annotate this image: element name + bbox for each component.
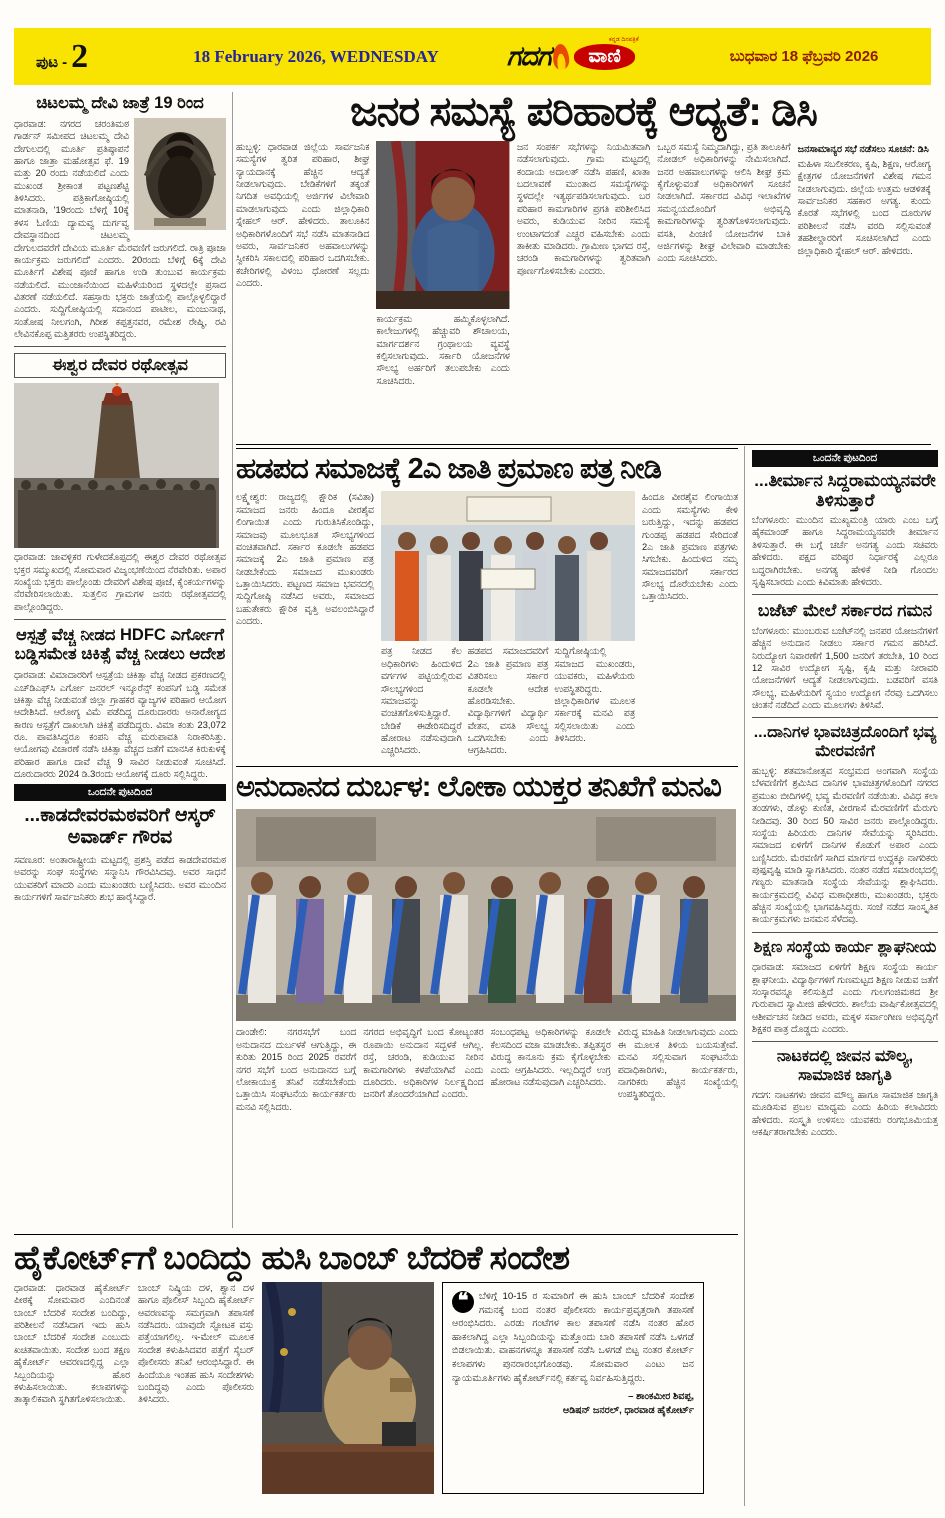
article-education [752, 939, 938, 1036]
lead-body-columns [236, 141, 931, 429]
memorandum-group-photo [381, 491, 635, 641]
quote-icon: ❝ [452, 1291, 474, 1313]
from-page-one-kicker: ಒಂದನೇ ಪುಟದಿಂದ [752, 450, 938, 467]
article-jatre-headline: ಚಿಟಲಮ್ಮ ದೇವಿ ಜಾತ್ರೆ 19 ರಿಂದ [36, 94, 204, 112]
education-body: ಧಾರವಾಡ: ಸಮಾಜದ ಏಳಿಗೆಗೆ ಶಿಕ್ಷಣ ಸಂಸ್ಥೆಯ ಕಾರ್ಯ ಶ್ಲಾಘನೀಯ. ವಿದ್ಯಾರ್ಥಿಗಳಿಗೆ ಗುಣಮಟ್ಟದ ಶಿಕ್ಷಣ ನೀಡುವ ಜತೆಗೆ ಸಂಸ್ಕಾರವನ್ನೂ ಕಲಿಸುತ್ತಿದೆ ಎಂದು ಗುಲಗಂಜಿಮಠದ ಶ್ರೀ ಗುರುಪಾದ ಸ್ವಾಮೀಜಿ ಹೇಳಿದರು. ಶಾಲೆಯ ವಾರ್ಷಿಕೋತ್ಸವದಲ್ಲಿ ಆಶೀರ್ವಚನ ನೀಡಿದ ಅವರು, ಮಕ್ಕಳ ಸರ್ವಾಂಗೀಣ ಅಭಿವೃದ್ಧಿಗೆ ಶಿಕ್ಷಕರ ಪಾತ್ರ ದೊಡ್ಡದು ಎಂದರು. [752, 962, 938, 1034]
flame-icon [553, 43, 571, 70]
procession-body: ಹುಬ್ಬಳ್ಳಿ: ಶತಮಾನೋತ್ಸವ ಸಂಭ್ರಮದ ಅಂಗವಾಗಿ ಸಂಸ್ಥೆಯ ಬೆಳವಣಿಗೆಗೆ ಶ್ರಮಿಸಿದ ದಾನಿಗಳ ಭಾವಚಿತ್ರಗಳೊಂದಿಗೆ ನಗರದ ಪ್ರಮುಖ ಬೀದಿಗಳಲ್ಲಿ ಭವ್ಯ ಮೆರವಣಿಗೆ ನಡೆಯಿತು. ವಿವಿಧ ಕಲಾ ತಂಡಗಳು, ಡೊಳ್ಳು ಕುಣಿತ, ವೀರಗಾಸೆ ಮೆರವಣಿಗೆಗೆ ಮೆರುಗು ನೀಡಿದವು. 30 ರಿಂದ 50 ಸಾವಿರ ಜನರು ಪಾಲ್ಗೊಂಡಿದ್ದರು. ಸಂಸ್ಥೆಯ ಹಿರಿಯರು ದಾನಿಗಳ ಸೇವೆಯನ್ನು ಸ್ಮರಿಸಿದರು. ಸಮಾಜದ ಏಳಿಗೆಗೆ ದಾನಿಗಳ ಕೊಡುಗೆ ಅಪಾರ ಎಂದು ಬಣ್ಣಿಸಿದರು. ಮೆರವಣಿಗೆ ಸಾಗಿದ ಮಾರ್ಗದ ಉದ್ದಕ್ಕೂ ನಾಗರಿಕರು ಪುಷ್ಪವೃಷ್ಟಿ ಮಾಡಿ ಸ್ವಾಗತಿಸಿದರು. ನಂತರ ನಡೆದ ಸಮಾರಂಭದಲ್ಲಿ ಗಣ್ಯರು ಮಾತನಾಡಿ ಸಂಸ್ಥೆಯ ಸೇವೆಯನ್ನು ಶ್ಲಾಘಿಸಿದರು. ಕಾರ್ಯಕ್ರಮದಲ್ಲಿ ವಿವಿಧ ಮಠಾಧೀಶರು, ಮುಖಂಡರು, ಭಕ್ತರು ಹೆಚ್ಚಿನ ಸಂಖ್ಯೆಯಲ್ಲಿ ಭಾಗವಹಿಸಿದ್ದರು. ಸಂಜೆ ನಡೆದ ಸಾಂಸ್ಕೃತಿಕ ಕಾರ್ಯಕ್ರಮಗಳು ಜನಮನ ಸೆಳೆದವು. [752, 766, 938, 925]
hadapada-below-2: ಹಡಪದ ಸಮಾಜದವರಿಗೆ 2ಎ ಜಾತಿ ಪ್ರಮಾಣ ಪತ್ರ ವಿತರಿಸಲು ಸರ್ಕಾರ ಕೂಡಲೇ ಆದೇಶ ಹೊರಡಿಸಬೇಕು. ವಿದ್ಯಾರ್ಥಿಗಳಿಗೆ ವಿದ್ಯಾರ್ಥಿ ವೇತನ, ವಸತಿ ಸೌಲಭ್ಯ ಒದಗಿಸಬೇಕು ಎಂದು ಆಗ್ರಹಿಸಿದರು. [467, 646, 549, 756]
lead-col-2-text: ಕಾರ್ಯಕ್ರಮ ಹಮ್ಮಿಕೊಳ್ಳಲಾಗಿದೆ. ಕಾಲೇಜುಗಳಲ್ಲಿ ಹೆಚ್ಚುವರಿ ಶೌಚಾಲಯ, ಮಾರ್ಗದರ್ಶನ ಗ್ರಂಥಾಲಯ ವ್ಯವಸ್ಥೆ ಕಲ್ಪಿಸಲಾಗುವುದು. ಸರ್ಕಾರಿ ಯೋಜನೆಗಳ ಸೌಲಭ್ಯ ಅರ್ಹರಿಗೆ ತಲುಪಬೇಕು ಎಂದು ಸೂಚಿಸಿದರು. [376, 314, 510, 386]
bomb-col-2: ಬಾಂಬ್ ನಿಷ್ಕ್ರಿಯ ದಳ, ಶ್ವಾನ ದಳ ಹಾಗೂ ಪೊಲೀಸ್ ಸಿಬ್ಬಂದಿ ಹೈಕೋರ್ಟ್ ಆವರಣವನ್ನು ಸಮಗ್ರವಾಗಿ ತಪಾಸಣೆ ನಡೆಸಿದರು. ಯಾವುದೇ ಸ್ಫೋಟಕ ವಸ್ತು ಪತ್ತೆಯಾಗಲಿಲ್ಲ. ಇ-ಮೇಲ್ ಮೂಲಕ ಸಂದೇಶ ಕಳುಹಿಸಿದವರ ಪತ್ತೆಗೆ ಸೈಬರ್ ಪೊಲೀಸರು ತನಿಖೆ ಆರಂಭಿಸಿದ್ದಾರೆ. ಈ ಹಿಂದೆಯೂ ಇಂತಹ ಹುಸಿ ಸಂದೇಶಗಳು ಬಂದಿದ್ದವು ಎಂದು ಪೊಲೀಸರು ತಿಳಿಸಿದರು. [138, 1283, 254, 1405]
from-page-one-kicker: ಒಂದನೇ ಪುಟದಿಂದ [14, 784, 226, 801]
article-jatre [14, 94, 226, 340]
divider [752, 717, 938, 718]
article-bomb-threat [14, 1234, 738, 1511]
hadapada-headline: ಹಡಪದ ಸಮಾಜಕ್ಕೆ 2ಎ ಜಾತಿ ಪ್ರಮಾಣ ಪತ್ರ ನೀಡಿ [236, 453, 661, 485]
article-hdfc-headline: ಆಸ್ಪತ್ರೆ ವೆಚ್ಚ ನೀಡದ HDFC ಎರ್ಗೋಗೆ ಬಡ್ಡಿಸಮೇತ ಚಿಕಿತ್ಸೆ ವೆಚ್ಚ ನೀಡಲು ಆದೇಶ [14, 626, 226, 664]
left-column [14, 92, 233, 1228]
page-number-block [36, 38, 88, 76]
drama-body: ಗದಗ: ನಾಟಕಗಳು ಜೀವನ ಮೌಲ್ಯ ಹಾಗೂ ಸಾಮಾಜಿಕ ಜಾಗೃತಿ ಮೂಡಿಸುವ ಪ್ರಬಲ ಮಾಧ್ಯಮ ಎಂದು ಹಿರಿಯ ಕಲಾವಿದರು ಹೇಳಿದರು. ಸಂಸ್ಕೃತಿ ಉಳಿಸಲು ಯುವಕರು ರಂಗಭೂಮಿಯತ್ತ ಆಕರ್ಷಿತರಾಗಬೇಕು ಎಂದರು. [752, 1090, 938, 1138]
article-hdfc [14, 626, 226, 780]
logo-word-2: ವಾಣಿ [574, 44, 634, 70]
police-officer-photo [262, 1282, 434, 1494]
article-hadapada [236, 448, 738, 766]
hadapada-col-right: ಹಿಂದೂ ವೀರಶೈವ ಲಿಂಗಾಯಿತ ಎಂದು ಸಮಸ್ಯೆಗಳು ಕೇಳಿ ಬರುತ್ತಿದ್ದು, ಇದನ್ನು ಹಡಪದ ಗುಂಡಪ್ಪ ಹಡಪದ ಸೇರಿದಂತೆ 2ಎ ಜಾತಿ ಪ್ರಮಾಣ ಪತ್ರಗಳು ಸಿಗಬೇಕು. ಹಿಂದುಳಿದ ನಮ್ಮ ಸಮಾಜದವರಿಗೆ ಸರ್ಕಾರದ ಸೌಲಭ್ಯ ದೊರೆಯಬೇಕು ಎಂದು ಒತ್ತಾಯಿಸಿದರು. [642, 492, 738, 602]
divider [752, 1041, 938, 1042]
pull-quote-text: ಬೆಳಿಗ್ಗೆ 10-15 ರ ಸುಮಾರಿಗೆ ಈ ಹುಸಿ ಬಾಂಬ್ ಬೆದರಿಕೆ ಸಂದೇಶ ಗಮನಕ್ಕೆ ಬಂದ ನಂತರ ಪೊಲೀಸರು ಕಾರ್ಯಪ್ರವೃತ್ತರಾಗಿ ತಪಾಸಣೆ ಆರಂಭಿಸಿದರು. ಎರಡು ಗಂಟೆಗಳ ಕಾಲ ತಪಾಸಣೆ ನಡೆಸಿ ನಂತರ ಹೊರ ಹಾಕಲಾಗಿದ್ದ ಎಲ್ಲಾ ಸಿಬ್ಬಂದಿಯನ್ನು ಮತ್ತೊಂದು ಬಾರಿ ತಪಾಸಣೆ ನಡೆಸಿ ಒಳಗಡೆ ಬಿಡಲಾಯಿತು. ವಾಹನಗಳನ್ನೂ ತಪಾಸಣೆ ನಡೆಸಿ ಒಳಗಡೆ ಬಿಟ್ಟ ನಂತರ ಕೋರ್ಟ್ ಕಲಾಪಗಳು ಪುನರಾರಂಭಗೊಂಡವು. ಸೋಮವಾರ ಎಂಟು ಜನ ನ್ಯಾಯಮೂರ್ತಿಗಳು ಹೈಕೋರ್ಟ್‌ನಲ್ಲಿ ಕರ್ತವ್ಯ ನಿರ್ವಹಿಸುತ್ತಿದ್ದರು. [452, 1291, 694, 1384]
divider [14, 346, 226, 347]
lokayukta-columns [236, 1026, 738, 1113]
lead-col-3: ಜನ ಸಂಪರ್ಕ ಸಭೆಗಳನ್ನು ನಿಯಮಿತವಾಗಿ ನಡೆಸಲಾಗುವುದು. ಗ್ರಾಮ ಮಟ್ಟದಲ್ಲಿ ಕಂದಾಯ ಅದಾಲತ್ ನಡೆಸಿ ಪಹಣಿ, ಖಾತಾ ಬದಲಾವಣೆ ಮುಂತಾದ ಸಮಸ್ಯೆಗಳನ್ನು ಸ್ಥಳದಲ್ಲೇ ಇತ್ಯರ್ಥಪಡಿಸಲಾಗುವುದು. ಬರ ಪರಿಹಾರ ಕಾಮಗಾರಿಗಳ ಪ್ರಗತಿ ಪರಿಶೀಲಿಸಿದ ಅವರು, ಕುಡಿಯುವ ನೀರಿನ ಸಮಸ್ಯೆ ಉಂಟಾಗದಂತೆ ಎಚ್ಚರ ವಹಿಸಬೇಕು ಎಂದು ತಾಕೀತು ಮಾಡಿದರು. ಗ್ರಾಮೀಣ ಭಾಗದ ರಸ್ತೆ, ಚರಂಡಿ ಕಾಮಗಾರಿಗಳನ್ನು ತ್ವರಿತವಾಗಿ ಪೂರ್ಣಗೊಳಿಸಬೇಕು ಎಂದರು. [516, 142, 651, 276]
lokayukta-col-2: ನಗರದ ಅಭಿವೃದ್ಧಿಗೆ ಬಂದ ಕೋಟ್ಯಂತರ ರೂಪಾಯಿ ಅನುದಾನ ಸದ್ಬಳಕೆ ಆಗಿಲ್ಲ. ರಸ್ತೆ, ಚರಂಡಿ, ಕುಡಿಯುವ ನೀರಿನ ಕಾಮಗಾರಿಗಳು ಕಳಪೆಯಾಗಿವೆ ಎಂದು ದೂರಿದರು. ಅಧಿಕಾರಿಗಳ ನಿರ್ಲಕ್ಷ್ಯದಿಂದ ಜನರಿಗೆ ತೊಂದರೆಯಾಗಿದೆ ಎಂದರು. [363, 1027, 484, 1100]
hadapada-col-left: ಲಕ್ಷ್ಮೇಶ್ವರ: ರಾಜ್ಯದಲ್ಲಿ ಕ್ಷೌರಿಕ (ಸವಿತಾ) ಸಮಾಜದ ಜನರು ಹಿಂದೂ ವೀರಶೈವ ಲಿಂಗಾಯಿತ ಎಂದು ಗುರುತಿಸಿಕೊಂಡಿದ್ದು, ಸಮಾಜವು ಮೂಲಭೂತ ಸೌಲಭ್ಯಗಳಿಂದ ವಂಚಿತವಾಗಿದೆ. ಸರ್ಕಾರ ಕೂಡಲೇ ಹಡಪದ ಸಮಾಜಕ್ಕೆ 2ಎ ಜಾತಿ ಪ್ರಮಾಣ ಪತ್ರ ನೀಡಬೇಕೆಂದು ಸಮಾಜದ ಮುಖಂಡರು ಒತ್ತಾಯಿಸಿದರು. ಪಟ್ಟಣದ ಸಮಾಜ ಭವನದಲ್ಲಿ ಸುದ್ದಿಗೋಷ್ಠಿ ನಡೆಸಿದ ಅವರು, ಸಮಾಜದ ಬಹುತೇಕರು ಕ್ಷೌರಿಕ ವೃತ್ತಿ ಅವಲಂಬಿಸಿದ್ದಾರೆ ಎಂದರು. [236, 492, 374, 627]
pull-quote-box [442, 1282, 704, 1494]
article-drama [752, 1048, 938, 1138]
bomb-threat-body [14, 1282, 738, 1494]
hadapada-body [236, 491, 738, 756]
hadapada-below-3: ಸುದ್ದಿಗೋಷ್ಠಿಯಲ್ಲಿ ಸಮಾಜದ ಮುಖಂಡರು, ಯುವಕರು, ಮಹಿಳೆಯರು ಉಪಸ್ಥಿತರಿದ್ದರು. ಜಿಲ್ಲಾಧಿಕಾರಿಗಳ ಮೂಲಕ ಸರ್ಕಾರಕ್ಕೆ ಮನವಿ ಪತ್ರ ಸಲ್ಲಿಸಲಾಯಿತು ಎಂದು ತಿಳಿಸಿದರು. [554, 646, 636, 743]
lead-subhead: ಜನಸಾಮಾನ್ಯರ ಸಭೆ ನಡೆಸಲು ಸೂಚನೆ: ಡಿಸಿ [797, 144, 929, 156]
bomb-col-1: ಧಾರವಾಡ: ಧಾರವಾಡ ಹೈಕೋರ್ಟ್ ಪೀಠಕ್ಕೆ ಸೋಮವಾರ ಎಂದಿನಂತೆ ಬಾಂಬ್ ಬೆದರಿಕೆ ಸಂದೇಶ ಬಂದಿದ್ದು, ಪರಿಶೀಲನೆ ನಡೆಸಿದಾಗ ಇದು ಹುಸಿ ಬಾಂಬ್ ಬೆದರಿಕೆ ಸಂದೇಶ ಎಂಬುದು ಖಚಿತವಾಯಿತು. ಸಂದೇಶ ಬಂದ ತಕ್ಷಣ ಹೈಕೋರ್ಟ್ ಆವರಣದಲ್ಲಿದ್ದ ಎಲ್ಲಾ ಸಿಬ್ಬಂದಿಯನ್ನು ಹೊರ ಕಳುಹಿಸಲಾಯಿತು. ಕಲಾಪಗಳನ್ನು ತಾತ್ಕಾಲಿಕವಾಗಿ ಸ್ಥಗಿತಗೊಳಿಸಲಾಯಿತು. [14, 1283, 130, 1405]
lokayukta-headline: ಅನುದಾನದ ದುರ್ಬಳ: ಲೋಕಾ ಯುಕ್ತರ ತನಿಖೆಗೆ ಮನವಿ [236, 771, 721, 803]
quote-author: – ಶಾಂಕಮೀರ ಶಿವಪ್ಪ, [628, 1391, 694, 1403]
article-rathotsava-body: ಧಾರವಾಡ: ಜಾವಳ್ಳಿಕರ ಗುಳೇದಕೊಪ್ಪದಲ್ಲಿ ಈಶ್ವರ ದೇವರ ರಥೋತ್ಸವ ಭಕ್ತರ ಸಮ್ಮುಖದಲ್ಲಿ ಸೋಮವಾರ ವಿಜೃಂಭಣೆಯಿಂದ ನೆರವೇರಿತು. ಅಪಾರ ಸಂಖ್ಯೆಯ ಭಕ್ತರು ಪಾಲ್ಗೊಂಡು ದೇವರಿಗೆ ವಿಶೇಷ ಪೂಜೆ, ಕೈಂಕರ್ಯಗಳನ್ನು ನೆರವೇರಿಸಲಾಯಿತು. ಸುತ್ತಲಿನ ಗ್ರಾಮಗಳ ಜನರು ರಥೋತ್ಸವದಲ್ಲಿ ಪಾಲ್ಗೊಂಡಿದ್ದರು. [14, 552, 226, 612]
hadapada-center [381, 491, 635, 756]
budget-headline: ಬಜೆಟ್ ಮೇಲೆ ಸರ್ಕಾರದ ಗಮನ [757, 601, 933, 621]
lokayukta-col-1: ದಾಂಡೇಲಿ: ನಗರಸಭೆಗೆ ಬಂದ ಅನುದಾನದ ದುರ್ಬಳಕೆ ಆಗುತ್ತಿದ್ದು, ಈ ಕುರಿತು 2015 ರಿಂದ 2025 ರವರೆಗೆ ನಗರ ಸಭೆಗೆ ಬಂದ ಅನುದಾನದ ಬಗ್ಗೆ ಲೋಕಾಯುಕ್ತ ತನಿಖೆ ನಡೆಸಬೇಕೆಂದು ಒತ್ತಾಯಿಸಿ ಸಂಘಟನೆಯ ಕಾರ್ಯಕರ್ತರು ಮನವಿ ಸಲ್ಲಿಸಿದರು. [236, 1027, 357, 1112]
date-english: 18 February 2026, WEDNESDAY [193, 46, 439, 66]
article-rathotsava [14, 353, 226, 613]
masthead-bar [14, 28, 931, 85]
decision-headline: ...ತೀರ್ಮಾನ ಸಿದ್ದರಾಮಯ್ಯನವರೇ ತಿಳಿಸುತ್ತಾರೆ [754, 471, 936, 510]
article-decision [752, 450, 938, 588]
article-oscar-body: ಸವಣೂರ: ಅಂತಾರಾಷ್ಟ್ರೀಯ ಮಟ್ಟದಲ್ಲಿ ಪ್ರಶಸ್ತಿ ಪಡೆದ ಕಾಡದೇವರಮಠ ಅವರನ್ನು ಸಂಘ ಸಂಸ್ಥೆಗಳು ಸನ್ಮಾನಿಸಿ ಗೌರವಿಸಿದವು. ಅವರ ಸಾಧನೆ ಯುವಕರಿಗೆ ಮಾದರಿ ಎಂದು ಮುಖಂಡರು ಬಣ್ಣಿಸಿದರು. ಅವರ ಮುಂದಿನ ಕಾರ್ಯಗಳಿಗೆ ಸಾರ್ವಜನಿಕರು ಶುಭ ಹಾರೈಸಿದ್ದಾರೆ. [14, 855, 226, 903]
quote-author-role: ಆಡಿಷನ್ ಜನರಲ್, ಧಾರವಾಡ ಹೈಕೋರ್ಟ್ [562, 1404, 694, 1416]
article-oscar-headline: ...ಕಾಡದೇವರಮಠವರಿಗೆ ಆಸ್ಕರ್ ಅವಾರ್ಡ್ ಗೌರವ [24, 805, 216, 849]
lead-col-5-text: ಮಹಿಳಾ ಸಬಲೀಕರಣ, ಕೃಷಿ, ಶಿಕ್ಷಣ, ಆರೋಗ್ಯ ಕ್ಷೇತ್ರಗಳ ಯೋಜನೆಗಳಿಗೆ ವಿಶೇಷ ಗಮನ ನೀಡಲಾಗುವುದು. ಜಿಲ್ಲೆಯ ಉತ್ತಮ ಆಡಳಿತಕ್ಕೆ ಸಾರ್ವಜನಿಕರ ಸಹಕಾರ ಅಗತ್ಯ. ಕುಂದು ಕೊರತೆ ಸಭೆಗಳಲ್ಲಿ ಬಂದ ದೂರುಗಳ ಪರಿಶೀಲನೆ ನಡೆಸಿ ವರದಿ ಸಲ್ಲಿಸುವಂತೆ ತಹಶೀಲ್ದಾರರಿಗೆ ಸೂಚಿಸಲಾಗಿದೆ ಎಂದು ಜಿಲ್ಲಾಧಿಕಾರಿ ಸ್ನೇಹಲ್ ಆರ್. ಹೇಳಿದರು. [797, 159, 931, 256]
budget-body: ಬೆಂಗಳೂರು: ಮುಂಬರುವ ಬಜೆಟ್‌ನಲ್ಲಿ ಜನಪರ ಯೋಜನೆಗಳಿಗೆ ಹೆಚ್ಚಿನ ಅನುದಾನ ನೀಡಲು ಸರ್ಕಾರ ಗಮನ ಹರಿಸಿದೆ. ನಿರುದ್ಯೋಗ ನಿವಾರಣೆಗೆ 1,500 ಜನರಿಗೆ ತರಬೇತಿ, 10 ರಿಂದ 12 ಸಾವಿರ ಉದ್ಯೋಗ ಸೃಷ್ಟಿ, ಕೃಷಿ ಮತ್ತು ನೀರಾವರಿ ಯೋಜನೆಗಳಿಗೆ ಆದ್ಯತೆ ನೀಡಲಾಗುವುದು. ಬಡವರಿಗೆ ವಸತಿ ಸೌಲಭ್ಯ, ಮಹಿಳೆಯರಿಗೆ ಸ್ವಯಂ ಉದ್ಯೋಗ ನೆರವು ಒದಗಿಸಲು ಚಿಂತನೆ ನಡೆದಿದೆ ಎಂದು ಮೂಲಗಳು ತಿಳಿಸಿವೆ. [752, 625, 938, 710]
divider [752, 932, 938, 933]
deity-statue-photo [134, 118, 226, 230]
article-rathotsava-headline: ಈಶ್ವರ ದೇವರ ರಥೋತ್ಸವ [14, 353, 226, 378]
lead-headline: ಜನರ ಸಮಸ್ಯೆ ಪರಿಹಾರಕ್ಕೆ ಆದ್ಯತೆ: ಡಿಸಿ [350, 90, 817, 134]
divider [752, 594, 938, 595]
lead-col-5 [798, 141, 931, 429]
article-hdfc-body: ಧಾರವಾಡ: ವಿಮಾದಾರರಿಗೆ ಆಸ್ಪತ್ರೆಯ ಚಿಕಿತ್ಸಾ ವೆಚ್ಚ ನೀಡದ ಪ್ರಕರಣದಲ್ಲಿ ಎಚ್‌ಡಿಎಫ್‌ಸಿ ಎರ್ಗೋ ಜನರಲ್ ಇನ್ಶೂರೆನ್ಸ್ ಕಂಪನಿಗೆ ಬಡ್ಡಿ ಸಮೇತ ಚಿಕಿತ್ಸಾ ವೆಚ್ಚ ನೀಡುವಂತೆ ಜಿಲ್ಲಾ ಗ್ರಾಹಕರ ವ್ಯಾಜ್ಯಗಳ ಪರಿಹಾರ ಆಯೋಗ ಆದೇಶಿಸಿದೆ. ಆರೋಗ್ಯ ವಿಮೆ ಪಡೆದಿದ್ದ ದೂರುದಾರರು ಅನಾರೋಗ್ಯದ ಕಾರಣ ಆಸ್ಪತ್ರೆಗೆ ದಾಖಲಾಗಿ ಚಿಕಿತ್ಸೆ ಪಡೆದಿದ್ದರು. ವಿಮಾ ಕಂತು 23,072 ರೂ. ಪಾವತಿಸಿದ್ದರೂ ಕಂಪನಿ ವೆಚ್ಚ ಮರುಪಾವತಿ ನಿರಾಕರಿಸಿತ್ತು. ಆಯೋಗವು ವಿಚಾರಣೆ ನಡೆಸಿ ಚಿಕಿತ್ಸಾ ವೆಚ್ಚದ ಜತೆಗೆ ಮಾನಸಿಕ ಕಿರುಕುಳಕ್ಕೆ ಪರಿಹಾರ ಹಾಗೂ ದಾವೆ ವೆಚ್ಚ 9 ಸಾವಿರ ನೀಡುವಂತೆ ಸೂಚಿಸಿದೆ. ದೂರುದಾರರು 2024 ಡಿ.3ರಂದು ಆಯೋಗಕ್ಕೆ ದೂರು ಸಲ್ಲಿಸಿದ್ದರು. [14, 670, 226, 780]
drama-headline: ನಾಟಕದಲ್ಲಿ ಜೀವನ ಮೌಲ್ಯ, ಸಾಮಾಜಿಕ ಜಾಗೃತಿ [776, 1048, 914, 1084]
education-headline: ಶಿಕ್ಷಣ ಸಂಸ್ಥೆಯ ಕಾರ್ಯ ಶ್ಲಾಘನೀಯ [753, 938, 937, 956]
lead-article [236, 90, 931, 445]
decision-body: ಬೆಂಗಳೂರು: ಮುಂದಿನ ಮುಖ್ಯಮಂತ್ರಿ ಯಾರು ಎಂಬ ಬಗ್ಗೆ ಹೈಕಮಾಂಡ್ ಹಾಗೂ ಸಿದ್ದರಾಮಯ್ಯನವರೇ ತೀರ್ಮಾನ ತಿಳಿಸುತ್ತಾರೆ. ಈ ಬಗ್ಗೆ ಚರ್ಚೆ ಅನಗತ್ಯ ಎಂದು ಸಚಿವರು ಹೇಳಿದರು. ಪಕ್ಷದ ವರಿಷ್ಠರ ನಿರ್ಧಾರಕ್ಕೆ ಎಲ್ಲರೂ ಬದ್ಧರಾಗಿರಬೇಕು. ಅನಗತ್ಯ ಹೇಳಿಕೆ ನೀಡಿ ಗೊಂದಲ ಸೃಷ್ಟಿಸಬಾರದು ಎಂದು ಕಿವಿಮಾತು ಹೇಳಿದರು. [752, 515, 938, 587]
lead-col-2 [376, 141, 509, 429]
lokayukta-col-4: ವಿರುದ್ಧ ಮಾಹಿತಿ ನೀಡಲಾಗುವುದು ಎಂದು ಈ ಮೂಲಕ ತಿಳಿಯ ಬಯಸುತ್ತೇವೆ. ಮನವಿ ಸಲ್ಲಿಸುವಾಗ ಸಂಘಟನೆಯ ಪದಾಧಿಕಾರಿಗಳು, ಕಾರ್ಯಕರ್ತರು, ನಾಗರಿಕರು ಹೆಚ್ಚಿನ ಸಂಖ್ಯೆಯಲ್ಲಿ ಉಪಸ್ಥಿತರಿದ್ದರು. [617, 1027, 738, 1100]
procession-headline: ...ದಾನಿಗಳ ಭಾವಚಿತ್ರದೊಂದಿಗೆ ಭವ್ಯ ಮೇರವಣಿಗೆ [753, 724, 937, 760]
page-label: ಪುಟ - [36, 53, 68, 71]
article-lokayukta [236, 766, 738, 1232]
logo-word-1: ಗದಗ [506, 40, 551, 71]
article-jatre-body: ಧಾರವಾಡ: ನಗರದ ಚರಂತಿಮಠ ಗಾರ್ಡನ್ ಸಮೀಪದ ಚಿಟಲಮ್ಮ ದೇವಿ ದೇಗುಲದಲ್ಲಿ ಮೂರ್ತಿ ಪ್ರತಿಷ್ಠಾಪನೆ ಹಾಗೂ ಜಾತ್ರಾ ಮಹೋತ್ಸವ ಫೆ. 19 ಮತ್ತು 20 ರಂದು ನಡೆಯಲಿದೆ ಎಂದು ಮುಖಂಡ ಶ್ರೀಕಾಂತ ಪಟ್ಟಣಶೆಟ್ಟಿ ತಿಳಿಸಿದರು. ಪತ್ರಿಕಾಗೋಷ್ಠಿಯಲ್ಲಿ ಮಾತನಾಡಿ, '19ರಂದು ಬೆಳಿಗ್ಗೆ 10ಕ್ಕೆ ಕಳಸ ಓಣಿಯ ದ್ಯಾಮವ್ವ ದುರ್ಗವ್ವ ದೇವಸ್ಥಾನದಿಂದ ಚಿಟಲಮ್ಮ ದೇಗುಲದವರೆಗೆ ದೇವಿಯ ಮೂರ್ತಿ ಮೆರವಣಿಗೆ ಜರುಗಲಿದೆ. ರಾತ್ರಿ ಪೂಜಾ ಕಾರ್ಯಕ್ರಮ ಜರುಗಲಿದೆ' ಎಂದರು. 20ರಂದು ಬೆಳಿಗ್ಗೆ 6ಕ್ಕೆ ದೇವಿ ಮೂರ್ತಿಗೆ ವಿಶೇಷ ಪೂಜೆ ಹಾಗೂ ಉಡಿ ತುಂಬುವ ಕಾರ್ಯಕ್ರಮ ನಡೆಯಲಿದೆ. ಮುಂಜಾನೆಯಿಂದ ಮಹಿಳೆಯರಿಂದ ಸ್ಥಳದಲ್ಲೇ ಪ್ರಸಾದ ವಿತರಣೆ ನಡೆಯಲಿದೆ. ಸಹಸ್ರಾರು ಭಕ್ತರು ಜಾತ್ರೆಯಲ್ಲಿ ಪಾಲ್ಗೊಳ್ಳಲಿದ್ದಾರೆ ಎಂದರು. ಸುದ್ದಿಗೋಷ್ಠಿಯಲ್ಲಿ ಸದಾನಂದ ಪಾಟೀಲ, ಮಂಜುನಾಥ, ಸಂತೋಷ ನೀಲಗಂಗಿ, ಗಿರೀಶ ಕಪ್ಪತ್ತನವರ, ರಮೇಶ ರೇಷ್ಮಿ, ರವಿ ಲೇವಿನಕೊಪ್ಪ ಮತ್ತಿತರರು ಉಪಸ್ಥಿತರಿದ್ದರು. [14, 118, 226, 340]
newspaper-logo [506, 36, 639, 73]
hadapada-below-columns [381, 645, 635, 756]
lokayukta-col-3: ಸಂಬಂಧಪಟ್ಟ ಅಧಿಕಾರಿಗಳನ್ನು ಕೂಡಲೇ ಕೆಲಸದಿಂದ ವಜಾ ಮಾಡಬೇಕು. ತಪ್ಪಿತಸ್ಥರ ವಿರುದ್ಧ ಕಾನೂನು ಕ್ರಮ ಕೈಗೊಳ್ಳಬೇಕು ಎಂದು ಆಗ್ರಹಿಸಿದರು. ಇಲ್ಲದಿದ್ದರೆ ಉಗ್ರ ಹೋರಾಟ ನಡೆಸುವುದಾಗಿ ಎಚ್ಚರಿಸಿದರು. [490, 1027, 611, 1087]
chariot-crowd-photo [14, 383, 219, 548]
lead-col-4: ಒಬ್ಬರ ಸಮಸ್ಯೆ ನಿಮ್ಮದಾಗಿದ್ದು, ಪ್ರತಿ ತಾಲೂಕಿಗೆ ನೋಡಲ್ ಅಧಿಕಾರಿಗಳನ್ನು ನೇಮಿಸಲಾಗಿದೆ. ಜನರ ಅಹವಾಲುಗಳನ್ನು ಆಲಿಸಿ ಶೀಘ್ರ ಕ್ರಮ ಕೈಗೊಳ್ಳುವಂತೆ ಅಧಿಕಾರಿಗಳಿಗೆ ಸೂಚನೆ ನೀಡಲಾಗಿದೆ. ಸರ್ಕಾರದ ವಿವಿಧ ಇಲಾಖೆಗಳ ಸಮನ್ವಯದೊಂದಿಗೆ ಅಭಿವೃದ್ಧಿ ಕಾಮಗಾರಿಗಳನ್ನು ತ್ವರಿತಗೊಳಿಸಲಾಗುವುದು. ವಸತಿ, ಪಿಂಚಣಿ ಯೋಜನೆಗಳ ಬಾಕಿ ಅರ್ಜಿಗಳನ್ನು ಶೀಘ್ರ ವಿಲೇವಾರಿ ಮಾಡಬೇಕು ಎಂದು ಸೂಚಿಸಿದರು. [657, 142, 791, 264]
divider [14, 619, 226, 620]
protest-group-photo [236, 809, 736, 1021]
hadapada-below-1: ಪತ್ರ ನೀಡದ ಕೆಲ ಅಧಿಕಾರಿಗಳು ಹಿಂದುಳಿದ ವರ್ಗಗಳ ಪಟ್ಟಿಯಲ್ಲಿರುವ ಸೌಲಭ್ಯಗಳಿಂದ ಸಮಾಜವನ್ನು ವಂಚಿತಗೊಳಿಸುತ್ತಿದ್ದಾರೆ. ಬೇಡಿಕೆ ಈಡೇರಿಸದಿದ್ದರೆ ಹೋರಾಟ ನಡೆಸುವುದಾಗಿ ಎಚ್ಚರಿಸಿದರು. [381, 646, 462, 756]
right-column [744, 446, 938, 1506]
date-kannada: ಬುಧವಾರ 18 ಫೆಬ್ರವರಿ 2026 [729, 48, 879, 65]
dc-speaking-photo [376, 141, 509, 309]
article-procession [752, 724, 938, 925]
article-oscar [14, 784, 226, 903]
bomb-threat-headline: ಹೈಕೋರ್ಟ್‌ಗೆ ಬಂದಿದ್ದು ಹುಸಿ ಬಾಂಬ್ ಬೆದರಿಕೆ ಸಂದೇಶ [14, 1239, 570, 1276]
lead-col-1: ಹುಬ್ಬಳ್ಳಿ: ಧಾರವಾಡ ಜಿಲ್ಲೆಯ ಸಾರ್ವಜನಿಕ ಸಮಸ್ಯೆಗಳ ತ್ವರಿತ ಪರಿಹಾರ, ಶೀಘ್ರ ನ್ಯಾಯದಾನಕ್ಕೆ ಹೆಚ್ಚಿನ ಆದ್ಯತೆ ನೀಡಲಾಗುವುದು. ಬೇಡಿಕೆಗಳಿಗೆ ತಕ್ಕಂತೆ ನಿಗದಿತ ಅವಧಿಯಲ್ಲಿ ಅರ್ಜಿಗಳ ವಿಲೇವಾರಿ ಮಾಡಲಾಗುವುದು ಎಂದು ಜಿಲ್ಲಾಧಿಕಾರಿ ಸ್ನೇಹಲ್ ಆರ್. ಹೇಳಿದರು. ತಾಲೂಕಿನ ಅಧಿಕಾರಿಗಳೊಂದಿಗೆ ಸಭೆ ನಡೆಸಿ ಮಾತನಾಡಿದ ಅವರು, ಸಾರ್ವಜನಿಕರ ಅಹವಾಲುಗಳನ್ನು ಸ್ವೀಕರಿಸಿ ಸಕಾಲದಲ್ಲಿ ಪರಿಹಾರ ಒದಗಿಸಬೇಕು. ಕಚೇರಿಗಳಲ್ಲಿ ವಿಳಂಬ ಧೋರಣೆ ಸಲ್ಲದು ಎಂದರು. [236, 142, 370, 288]
article-budget [752, 601, 938, 711]
logo-tagline: ಕನ್ನಡ ದಿನಪತ್ರಿಕೆ [609, 36, 639, 43]
page-number: 2 [71, 37, 89, 75]
